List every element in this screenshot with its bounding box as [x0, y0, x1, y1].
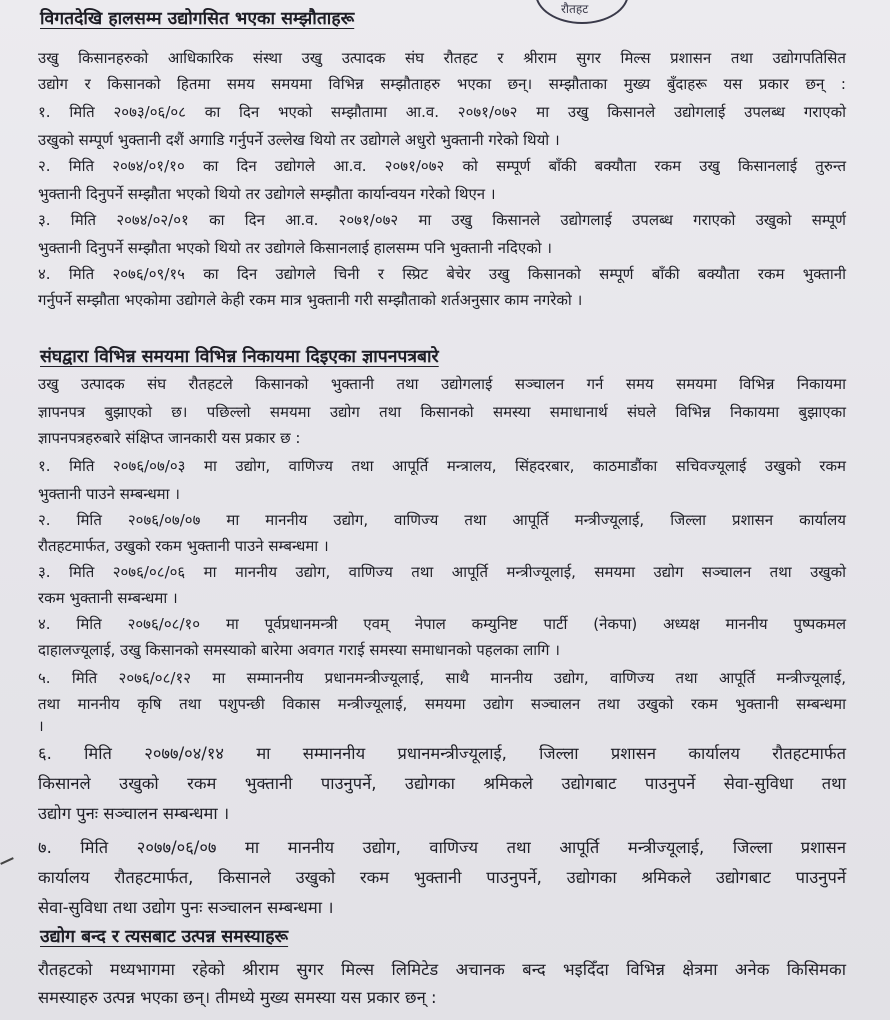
paragraph-line: २. मिति २०७४/०१/१० का दिन उद्योगले आ.व. २०७१/०७२ को सम्पूर्ण बाँकी बक्यौता रकम उखु किसानलाई तुरुन्त: [38, 157, 846, 175]
paragraph-line: ३. मिति २०७४/०२/०१ का दिन आ.व. २०७१/०७२ मा उखु किसानले उद्योगलाई उपलब्ध गराएको उखुको सम्पूर्ण: [38, 211, 846, 229]
office-stamp: [535, 0, 629, 24]
paragraph-line: ३. मिति २०७६/०८/०६ मा माननीय उद्योग, वाणिज्य तथा आपूर्ति मन्त्रीज्यूलाई, समयमा उद्योग सञ्चालन तथा उखुको: [38, 563, 846, 581]
paragraph-line: ज्ञापनपत्रहरुबारे संक्षिप्त जानकारी यस प्रकार छ :: [38, 429, 301, 447]
paragraph-line: रकम भुक्तानी सम्बन्धमा ।: [38, 589, 178, 607]
paragraph-line: उद्योग र किसानको हितमा समय समयमा विभिन्न सम्झौताहरु भएका छन्। सम्झौताका मुख्य बुँदाहरू यस प्रकार छन् :: [38, 75, 846, 93]
paragraph-line: कार्यालय रौतहटमार्फत, किसानले उखुको रकम भुक्तानी पाउनुपर्ने, उद्योगका श्रमिकले उद्योगबाट पाउनुपर्ने: [38, 868, 846, 887]
paragraph-line: तथा माननीय कृषि तथा पशुपन्छी विकास मन्त्रीज्यूलाई, समयमा उद्योग सञ्चालन तथा उखुको रकम भुक्तानी सम्बन्धमा: [38, 695, 846, 713]
paragraph-line: समस्याहरु उत्पन्न भएका छन्। तीमध्ये मुख्य समस्या यस प्रकार छन् :: [38, 988, 437, 1007]
paragraph-line: भुक्तानी दिनुपर्ने सम्झौता भएको थियो तर उद्योगले सम्झौता कार्यान्वयन गरेको थिएन ।: [38, 185, 496, 203]
paragraph-line: उद्योग पुनः सञ्चालन सम्बन्धमा ।: [38, 804, 230, 823]
paragraph-line: उखु किसानहरुको आधिकारिक संस्था उखु उत्पादक संघ रौतहट र श्रीराम सुगर मिल्स प्रशासन तथा उद्योगपतिसित: [38, 49, 846, 67]
paragraph-line: ज्ञापनपत्र बुझाएको छ। पछिल्लो समयमा उद्योग तथा किसानको समस्या समाधानार्थ संघले विभिन्न निकायमा बुझाएका: [38, 403, 846, 421]
paragraph-line: ७. मिति २०७७/०६/०७ मा माननीय उद्योग, वाणिज्य तथा आपूर्ति मन्त्रीज्यूलाई, जिल्ला प्रशासन: [38, 838, 846, 857]
paragraph-line: गर्नुपर्ने सम्झौता भएकोमा उद्योगले केही रकम मात्र भुक्तानी गरी सम्झौताको शर्तअनुसार काम नगरेको ।: [38, 291, 583, 309]
paragraph-line: २. मिति २०७६/०७/०७ मा माननीय उद्योग, वाणिज्य तथा आपूर्ति मन्त्रीज्यूलाई, जिल्ला प्रशासन कार्यालय: [38, 511, 846, 529]
paragraph-line: भुक्तानी दिनुपर्ने सम्झौता भएको थियो तर उद्योगले किसानलाई हालसम्म पनि भुक्तानी नदिएको ।: [38, 239, 552, 257]
paragraph-line: उखु उत्पादक संघ रौतहटले किसानको भुक्तानी तथा उद्योगलाई सञ्चालन गर्न समय समयमा विभिन्न निकायमा: [38, 375, 846, 393]
paragraph-line: ६. मिति २०७७/०४/१४ मा सम्माननीय प्रधानमन्त्रीज्यूलाई, जिल्ला प्रशासन कार्यालय रौतहटमार्फत: [38, 744, 846, 763]
paragraph-line: सेवा-सुविधा तथा उद्योग पुनः सञ्चालन सम्बन्धमा ।: [38, 898, 334, 917]
section-heading-closure-problems: उद्योग बन्द र त्यसबाट उत्पन्न समस्याहरू: [40, 927, 289, 947]
paragraph-line: १. मिति २०७६/०७/०३ मा उद्योग, वाणिज्य तथा आपूर्ति मन्त्रालय, सिंहदरबार, काठमाडौंका सचिवज्यूलाई उखुको रकम: [38, 457, 846, 475]
section-heading-memoranda: संघद्वारा विभिन्न समयमा विभिन्न निकायमा दिइएका ज्ञापनपत्रबारे: [40, 347, 439, 367]
paragraph-line: किसानले उखुको रकम भुक्तानी पाउनुपर्ने, उद्योगका श्रमिकले उद्योगबाट पाउनुपर्ने सेवा-सुविधा तथा: [38, 774, 846, 793]
paragraph-line: भुक्तानी पाउने सम्बन्धमा ।: [38, 485, 180, 503]
paragraph-line: ४. मिति २०७६/०९/१५ का दिन उद्योगले चिनी र स्प्रिट बेचेर उखु किसानको सम्पूर्ण बाँकी बक्यौता रकम भुक्तानी: [38, 265, 846, 283]
section-heading-agreements: विगतदेखि हालसम्म उद्योगसित भएका सम्झौताहरू: [40, 9, 355, 29]
stamp-text: रौतहट: [561, 2, 589, 16]
margin-pen-mark: [0, 857, 14, 865]
paragraph-line: उखुको सम्पूर्ण भुक्तानी दशैं अगाडि गर्नुपर्ने उल्लेख थियो तर उद्योगले अधुरो भुक्तानी गरेको थियो ।: [38, 131, 560, 149]
paragraph-line: ५. मिति २०७६/०८/१२ मा सम्माननीय प्रधानमन्त्रीज्यूलाई, साथै माननीय उद्योग, वाणिज्य तथा आपूर्ति मन्त्रीज्यूलाई,: [38, 669, 846, 687]
paragraph-line: ।: [38, 717, 44, 735]
paragraph-line: दाहालज्यूलाई, उखु किसानको समस्याको बारेमा अवगत गराई समस्या समाधानको पहलका लागि ।: [38, 641, 560, 659]
paragraph-line: रौतहटको मध्यभागमा रहेको श्रीराम सुगर मिल्स लिमिटेड अचानक बन्द भइदिँदा विभिन्न क्षेत्रमा अनेक किसिमका: [38, 960, 846, 979]
paragraph-line: १. मिति २०७३/०६/०८ का दिन भएको सम्झौतामा आ.व. २०७१/०७२ मा उखु किसानले उद्योगलाई उपलब्ध गराएको: [38, 103, 846, 121]
paragraph-line: रौतहटमार्फत, उखुको रकम भुक्तानी पाउने सम्बन्धमा ।: [38, 537, 329, 555]
paragraph-line: ४. मिति २०७६/०८/१० मा पूर्वप्रधानमन्त्री एवम् नेपाल कम्युनिष्ट पार्टी (नेकपा) अध्यक्ष माननीय पुष्पकमल: [38, 615, 846, 633]
